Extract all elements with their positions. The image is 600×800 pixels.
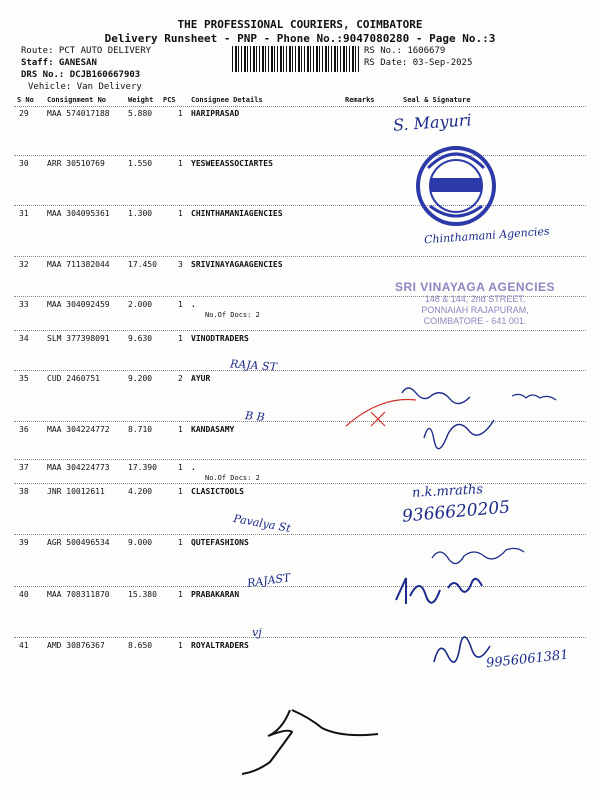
route-label: Route: PCT AUTO DELIVERY [21, 46, 152, 56]
vinayaga-stamp [385, 280, 565, 327]
row-divider [14, 483, 586, 484]
signature-35-tail [512, 394, 556, 400]
row-pcs: 1 [178, 109, 183, 118]
vehicle-label: Vehicle: Van Delivery [28, 82, 142, 92]
row-consignment: MAA 304224773 [47, 463, 110, 472]
row-consignee: YESWEEASSOCIARTES [191, 159, 273, 168]
header-rule [14, 106, 586, 107]
vinayaga-address-1: 148 & 144, 2nd STREET, [424, 294, 526, 304]
row-consignment: AGR 500496534 [47, 538, 110, 547]
drs-number: DRS No.: DCJB160667903 [21, 70, 141, 80]
row-weight: 9.630 [128, 334, 153, 343]
row-consignment: MAA 304092459 [47, 300, 110, 309]
row-consignee: ROYALTRADERS [191, 641, 249, 650]
row-docs-count: No.Of Docs: 2 [205, 311, 260, 319]
row-pcs: 1 [178, 538, 183, 547]
row-sno: 30 [19, 159, 29, 168]
red-mark-arrow [346, 400, 416, 426]
red-cross [371, 412, 385, 426]
row-consignment: MAA 304095361 [47, 209, 110, 218]
row-consignee: PRABAKARAN [191, 590, 240, 599]
row-sno: 33 [19, 300, 29, 309]
row-consignment: MAA 708311870 [47, 590, 110, 599]
col-remarks: Remarks [345, 96, 375, 104]
yeswe-associates-seal [418, 148, 494, 224]
row-pcs: 1 [178, 300, 183, 309]
barcode [232, 46, 360, 72]
row-divider [14, 256, 586, 257]
row-sno: 31 [19, 209, 29, 218]
row-sno: 41 [19, 641, 29, 650]
signature-36 [424, 420, 494, 449]
row-weight: 8.710 [128, 425, 153, 434]
vinayaga-address-3: COIMBATORE - 641 001. [423, 316, 527, 326]
staff-label: Staff: GANESAN [21, 58, 97, 68]
row-sno: 39 [19, 538, 29, 547]
staff-signature [242, 710, 378, 774]
row-weight: 2.000 [128, 300, 153, 309]
row-consignee: QUTEFASHIONS [191, 538, 249, 547]
row-divider [14, 534, 586, 535]
row-divider [14, 205, 586, 206]
row-sno: 40 [19, 590, 29, 599]
row-pcs: 1 [178, 209, 183, 218]
row-consignment: MAA 711382044 [47, 260, 110, 269]
row-sno: 32 [19, 260, 29, 269]
row-sno: 29 [19, 109, 29, 118]
row-consignee: VINODTRADERS [191, 334, 249, 343]
note-35: RAJA ST [229, 357, 278, 374]
signature-29: S. Mayuri [392, 110, 473, 135]
runsheet-subtitle: Delivery Runsheet - PNP - Phone No.:9047080280 - Page No.:3 [104, 32, 496, 45]
vinayaga-address-2: PONNAIAH RAJAPURAM, [421, 305, 529, 315]
note-36: B B [244, 409, 266, 424]
row-divider [14, 155, 586, 156]
row-divider [14, 330, 586, 331]
row-consignment: AMD 30876367 [47, 641, 105, 650]
col-weight: Weight [128, 96, 154, 104]
row-weight: 9.000 [128, 538, 153, 547]
row-sno: 35 [19, 374, 29, 383]
company-title: THE PROFESSIONAL COURIERS, COIMBATORE [177, 18, 423, 31]
row-pcs: 1 [178, 487, 183, 496]
col-consignment: Consignment No [47, 96, 107, 104]
row-pcs: 3 [178, 260, 183, 269]
rs-number: RS No.: 1606679 [364, 46, 446, 56]
signature-38: n.k.mraths [411, 482, 484, 501]
row-consignment: CUD 2460751 [47, 374, 100, 383]
phone-41: 9956061381 [485, 647, 570, 672]
row-weight: 4.200 [128, 487, 153, 496]
row-consignment: MAA 574017188 [47, 109, 110, 118]
row-pcs: 2 [178, 374, 183, 383]
row-consignee: HARIPRASAD [191, 109, 240, 118]
row-consignee: . [191, 463, 196, 472]
row-docs-count: No.Of Docs: 2 [205, 474, 260, 482]
signature-31: Chinthamani Agencies [423, 224, 550, 247]
row-consignee: . [191, 300, 196, 309]
col-pcs: PCS [163, 96, 176, 104]
rs-date: RS Date: 03-Sep-2025 [364, 58, 473, 68]
row-weight: 1.300 [128, 209, 153, 218]
row-consignee: SRIVINAYAGAAGENCIES [191, 260, 283, 269]
row-weight: 15.380 [128, 590, 157, 599]
row-pcs: 1 [178, 463, 183, 472]
row-sno: 36 [19, 425, 29, 434]
phone-38: 9366620205 [401, 497, 511, 527]
note-40: RAJAST [246, 571, 292, 590]
col-sno: S No [17, 96, 34, 104]
row-pcs: 1 [178, 334, 183, 343]
row-sno: 34 [19, 334, 29, 343]
row-weight: 8.650 [128, 641, 153, 650]
row-weight: 17.390 [128, 463, 157, 472]
row-consignment: MAA 304224772 [47, 425, 110, 434]
row-pcs: 1 [178, 641, 183, 650]
signature-41 [434, 637, 490, 662]
row-consignee: CLASICTOOLS [191, 487, 244, 496]
signature-40 [396, 578, 482, 604]
row-consignment: ARR 30510769 [47, 159, 105, 168]
row-consignee: CHINTHAMANIAGENCIES [191, 209, 283, 218]
row-divider [14, 459, 586, 460]
row-weight: 9.200 [128, 374, 153, 383]
row-sno: 38 [19, 487, 29, 496]
vinayaga-name: SRI VINAYAGA AGENCIES [394, 280, 556, 294]
row-pcs: 1 [178, 590, 183, 599]
row-weight: 17.450 [128, 260, 157, 269]
row-sno: 37 [19, 463, 29, 472]
row-divider [14, 421, 586, 422]
row-weight: 5.880 [128, 109, 153, 118]
col-consignee: Consignee Details [191, 96, 263, 104]
signature-39 [432, 548, 524, 563]
row-consignment: SLM 377398091 [47, 334, 110, 343]
row-pcs: 1 [178, 425, 183, 434]
row-pcs: 1 [178, 159, 183, 168]
note-41: vj [252, 626, 262, 639]
col-seal: Seal & Signature [403, 96, 471, 104]
row-consignee: KANDASAMY [191, 425, 235, 434]
note-39: Pavalya St [232, 512, 292, 535]
row-divider [14, 586, 586, 587]
row-divider [14, 637, 586, 638]
row-weight: 1.550 [128, 159, 153, 168]
signature-35 [402, 388, 470, 404]
row-divider [14, 370, 586, 371]
row-consignment: JNR 10012611 [47, 487, 105, 496]
row-consignee: AYUR [191, 374, 211, 383]
